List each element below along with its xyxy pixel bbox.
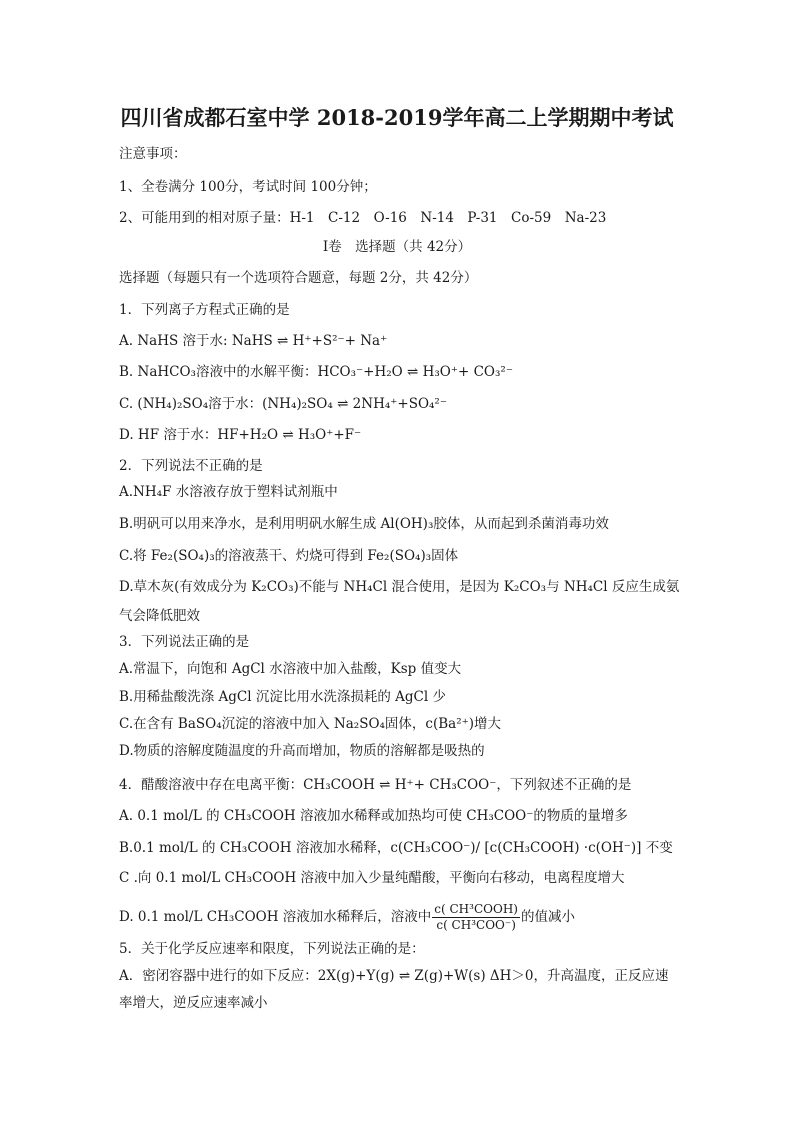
q1-option-d: D. HF 溶于水：HF+H₂O ⇌ H₃O⁺+F⁻ [119, 427, 362, 443]
q1-option-c: C. (NH₄)₂SO₄溶于水：(NH₄)₂SO₄ ⇌ 2NH₄⁺+SO₄²⁻ [119, 396, 447, 412]
q4-option-c: C .向 0.1 mol/L CH₃COOH 溶液中加入少量纯醋酸，平衡向右移动，电离程度增大 [119, 870, 625, 886]
q2-option-c: C.将 Fe₂(SO₄)₃的溶液蒸干、灼烧可得到 Fe₂(SO₄)₃固体 [119, 548, 459, 564]
notes-item-2: 2、可能用到的相对原子量：H-1 C-12 O-16 N-14 P-31 Co-59 Na-23 [119, 210, 607, 226]
q2-option-d-line1: D.草木灰(有效成分为 K₂CO₃)不能与 NH₄Cl 混合使用，是因为 K₂CO₃与 NH₄Cl 反应生成氨 [119, 579, 680, 595]
q2-stem: 2．下列说法不正确的是 [119, 458, 263, 474]
q4-stem: 4．醋酸溶液中存在电离平衡：CH₃COOH ⇌ H⁺+ CH₃COO⁻，下列叙述不正确的是 [119, 777, 632, 793]
section-instructions: 选择题（每题只有一个选项符合题意，每题 2分，共 42分） [119, 270, 478, 286]
q3-option-b: B.用稀盐酸洗涤 AgCl 沉淀比用水洗涤损耗的 AgCl 少 [119, 689, 446, 705]
q5-stem: 5．关于化学反应速率和限度，下列说法正确的是： [119, 941, 425, 957]
q4-fraction [432, 902, 520, 933]
q4-option-d [119, 899, 689, 935]
q2-option-b: B.明矾可以用来净水，是利用明矾水解生成 Al(OH)₃胶体，从而起到杀菌消毒功效 [119, 516, 609, 532]
exam-title: 四川省成都石室中学 2018-2019学年高二上学期期中考试 [120, 105, 674, 130]
q4-fraction-denominator: c( CH³COO⁻) [436, 918, 516, 932]
q4-option-d-suffix: 的值减小 [520, 909, 575, 925]
q1-option-b: B. NaHCO₃溶液中的水解平衡：HCO₃⁻+H₂O ⇌ H₃O⁺+ CO₃²⁻ [119, 364, 513, 380]
q2-option-d-line2: 气会降低肥效 [119, 608, 200, 624]
q4-fraction-numerator: c( CH³COOH) [434, 902, 518, 916]
notes-heading: 注意事项： [119, 146, 187, 162]
notes-item-1: 1、全卷满分 100分，考试时间 100分钟； [119, 179, 377, 195]
q4-option-d-prefix: D. 0.1 mol/L CH₃COOH 溶液加水稀释后，溶液中 [119, 909, 432, 925]
q2-option-a: A.NH₄F 水溶液存放于塑料试剂瓶中 [119, 484, 338, 500]
section-title: Ⅰ卷 选择题（共 42分） [322, 239, 472, 255]
q3-stem: 3．下列说法正确的是 [119, 634, 250, 650]
q1-stem: 1．下列离子方程式正确的是 [119, 302, 290, 318]
q1-option-a: A. NaHS 溶于水: NaHS ⇌ H⁺+S²⁻+ Na⁺ [119, 333, 388, 349]
q4-option-a: A. 0.1 mol/L 的 CH₃COOH 溶液加水稀释或加热均可使 CH₃COO⁻的物质的量增多 [119, 808, 628, 824]
q3-option-c: C.在含有 BaSO₄沉淀的溶液中加入 Na₂SO₄固体，c(Ba²⁺)增大 [119, 716, 502, 732]
q3-option-a: A.常温下，向饱和 AgCl 水溶液中加入盐酸，Ksp 值变大 [119, 661, 462, 677]
q5-option-a-line1: A．密闭容器中进行的如下反应：2X(g)+Y(g) ⇌ Z(g)+W(s) ΔH＞0，升高温度，正反应速 [119, 968, 669, 984]
q3-option-d: D.物质的溶解度随温度的升高而增加，物质的溶解都是吸热的 [119, 743, 485, 759]
q4-option-b: B.0.1 mol/L 的 CH₃COOH 溶液加水稀释，c(CH₃COO⁻)/ [c(CH₃COOH) ·c(OH⁻)] 不变 [119, 840, 673, 856]
q5-option-a-line2: 率增大，逆反应速率减小 [119, 995, 268, 1011]
